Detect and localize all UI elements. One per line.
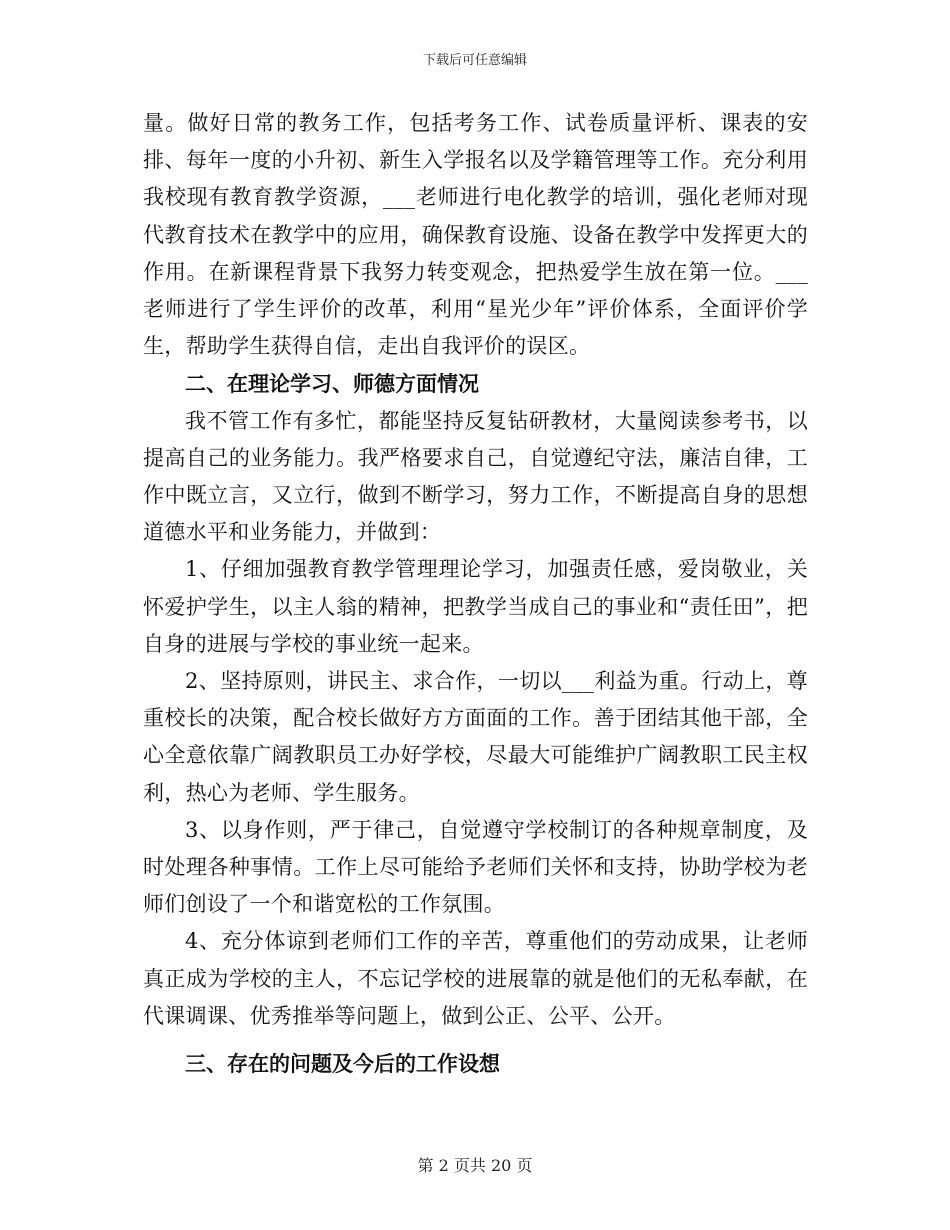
- paragraph-continued: 量。做好日常的教务工作，包括考务工作、试卷质量评析、课表的安排、每年一度的小升初、新生入学报名以及学籍管理等工作。充分利用我校现有教育教学资源，___老师进行电化教学的培训，强化老师对现代教育技术在教学中的应用，确保教育设施、设备在教学中发挥更大的作用。在新课程背景下我努力转变观念，把热爱学生放在第一位。___老师进行了学生评价的改革，利用“星光少年”评价体系，全面评价学生，帮助学生获得自信，走出自我评价的误区。: [143, 111, 808, 359]
- page-footer: 第 2 页共 20 页: [417, 1156, 533, 1175]
- document-body: [143, 105, 808, 1082]
- section-heading-3: 三、存在的问题及今后的工作设想: [185, 1051, 500, 1077]
- list-item-2: 2、坚持原则，讲民主、求合作，一切以___利益为重。行动上，尊重校长的决策，配合校长做好方方面面的工作。善于团结其他干部，全心全意依靠广阔教职员工办好学校，尽最大可能维护广阔教职工民主权利，热心为老师、学生服务。: [143, 669, 808, 805]
- section-heading-2: 二、在理论学习、师德方面情况: [185, 371, 479, 397]
- list-item-1: 1、仔细加强教育教学管理理论学习，加强责任感，爱岗敬业，关怀爱护学生，以主人翁的精神，把教学当成自己的事业和“责任田”，把自身的进展与学校的事业统一起来。: [143, 557, 808, 656]
- page-header: 下载后可任意编辑: [422, 53, 527, 68]
- list-item-4: 4、充分体谅到老师们工作的辛苦，尊重他们的劳动成果，让老师真正成为学校的主人，不忘记学校的进展靠的就是他们的无私奉献，在代课调课、优秀推举等问题上，做到公正、公平、公开。: [143, 929, 808, 1028]
- paragraph-theory-study: 我不管工作有多忙，都能坚持反复钻研教材，大量阅读参考书，以提高自己的业务能力。我严格要求自己，自觉遵纪守法，廉洁自律，工作中既立言，又立行，做到不断学习，努力工作，不断提高自身的思想道德水平和业务能力，并做到：: [143, 408, 808, 545]
- list-item-3: 3、以身作则，严于律己，自觉遵守学校制订的各种规章制度，及时处理各种事情。工作上尽可能给予老师们关怀和支持，协助学校为老师们创设了一个和谐宽松的工作氛围。: [143, 817, 808, 917]
